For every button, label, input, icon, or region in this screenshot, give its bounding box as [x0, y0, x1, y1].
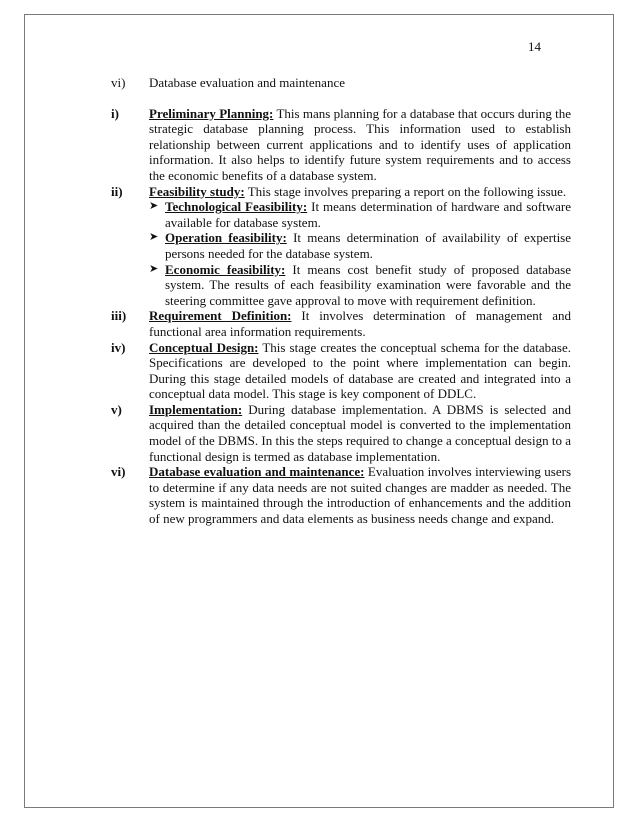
intro-number: vi) [111, 75, 126, 90]
intro-text: Database evaluation and maintenance [149, 75, 345, 90]
item-heading: Database evaluation and maintenance: [149, 464, 365, 480]
item-heading: Requirement Definition: [149, 308, 292, 324]
item-heading: Feasibility study: [149, 183, 245, 199]
page-number: 14 [528, 39, 541, 54]
arrow-bullet-icon: ➤ [149, 231, 159, 244]
arrow-bullet-icon: ➤ [149, 200, 159, 213]
subitem-heading: Economic feasibility: [165, 261, 286, 277]
subitem-heading: Technological Feasibility: [165, 199, 308, 215]
list-item-implementation [111, 402, 571, 464]
list-item-requirement-definition [111, 308, 571, 339]
item-text: Evaluation involves interviewing users to determine if any data needs are not suited changes are madder as needed. The system is maintained through the introduction of enhancements and the addition of new programmers and data elements as business needs change and expand. [149, 464, 572, 527]
item-heading: Implementation: [149, 401, 243, 417]
document-page [24, 14, 614, 808]
item-number: iv) [111, 339, 126, 355]
item-number: iii) [111, 308, 127, 324]
page-content [111, 75, 571, 527]
list-item-preliminary-planning [111, 106, 571, 184]
subitem-text: It means cost benefit study of proposed database system. The results of each feasibility examination were favorable and the steering committee gave approval to move with requirement definition. [165, 261, 571, 308]
item-number: i) [111, 105, 119, 121]
subitem-operation-feasibility [149, 230, 571, 261]
intro-line [111, 75, 571, 91]
subitem-text: It means determination of availability of expertise persons needed for the database system. [165, 230, 572, 261]
list-item-feasibility-study [111, 184, 571, 309]
subitem-heading: Operation feasibility: [165, 230, 287, 246]
subitem-economic-feasibility [149, 262, 571, 309]
list-item-conceptual-design [111, 340, 571, 402]
item-number: v) [111, 401, 122, 417]
item-text: During database implementation. A DBMS is selected and acquired than the detailed conceptual model is converted to the implementation model of the DBMS. In this the steps required to change a conceptual design to a functional design is termed as database implementation. [149, 401, 572, 464]
item-text: This stage involves preparing a report on the following issue. [247, 183, 567, 199]
item-heading: Preliminary Planning: [149, 105, 274, 121]
item-text: It involves determination of management and functional area information requirements. [149, 308, 571, 339]
item-number: ii) [111, 183, 123, 199]
item-text: This stage creates the conceptual schema for the database. Specifications are developed to the point where implementation can begin. During this stage detailed models of database are created and integrated into a conceptual data model. This stage is key component of DDLC. [149, 339, 571, 402]
arrow-bullet-icon: ➤ [149, 262, 159, 275]
item-number: vi) [111, 464, 126, 480]
subitem-technological-feasibility [149, 199, 571, 230]
item-heading: Conceptual Design: [149, 339, 259, 355]
subitem-text: It means determination of hardware and software available for database system. [165, 199, 571, 230]
list-item-database-evaluation [111, 464, 571, 526]
item-text: This mans planning for a database that occurs during the strategic database planning process. This information used to establish relationship between current applications and to identify uses of application information. It also helps to identify future system requirements and to access the economic benefits of a database system. [149, 105, 571, 183]
